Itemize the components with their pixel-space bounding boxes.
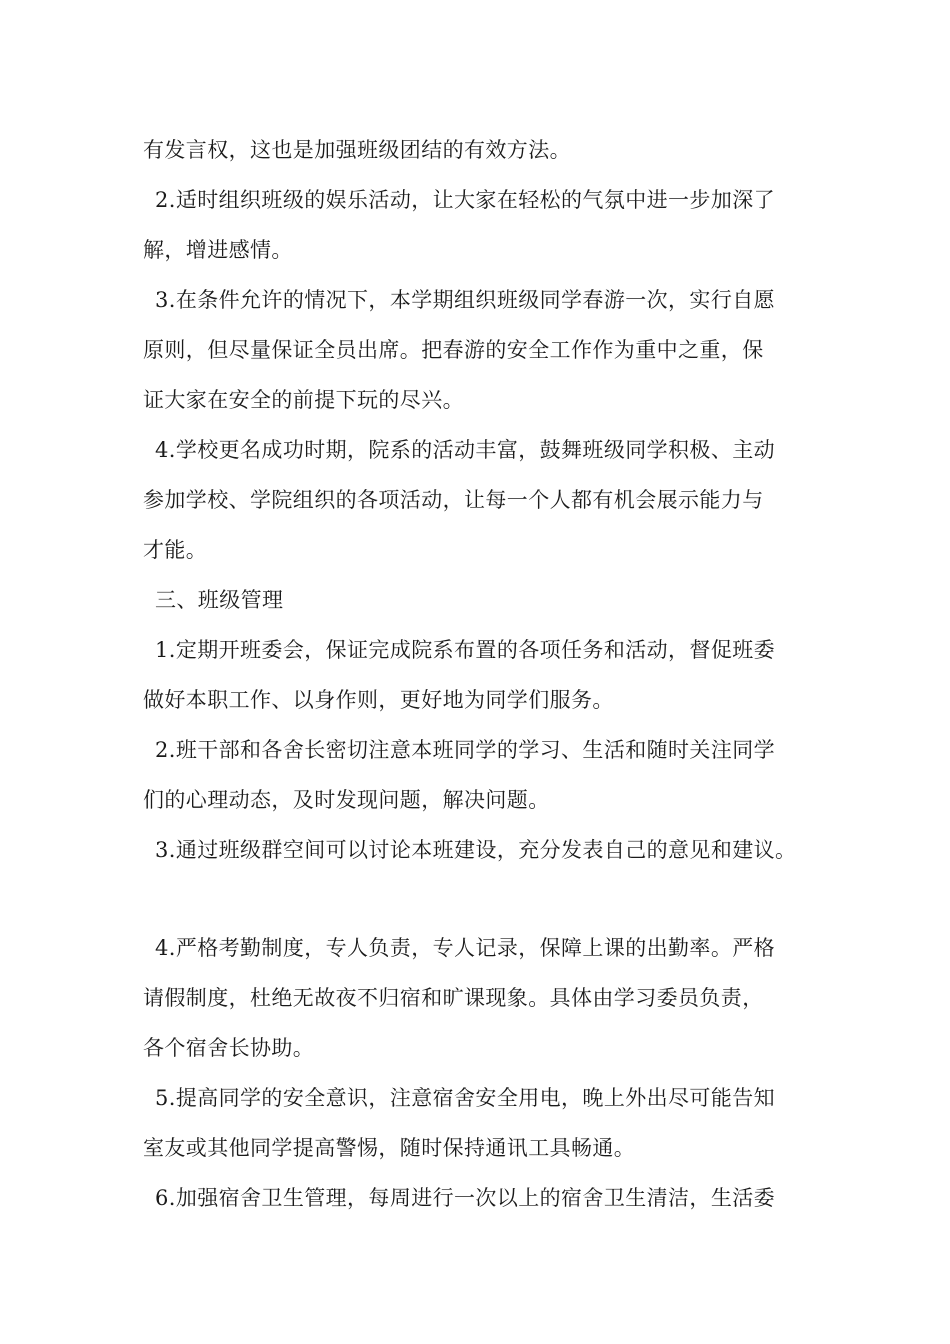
mgmt-item-5-line-2: 室友或其他同学提高警惕，随时保持通讯工具畅通。	[143, 1136, 636, 1160]
mgmt-item-2-line-1: 2.班干部和各舍长密切注意本班同学的学习、生活和随时关注同学	[155, 738, 776, 762]
section-heading: 三、班级管理	[155, 588, 284, 612]
paragraph-line: 有发言权，这也是加强班级团结的有效方法。	[143, 138, 571, 162]
mgmt-item-3-line-1: 3.通过班级群空间可以讨论本班建设，充分发表自己的意见和建议。	[155, 838, 797, 862]
list-item-2-line-2: 解，增进感情。	[143, 238, 293, 262]
list-item-4-line-3: 才能。	[143, 538, 208, 562]
list-item-3-line-2: 原则，但尽量保证全员出席。把春游的安全工作作为重中之重，保	[143, 338, 764, 362]
mgmt-item-1-line-1: 1.定期开班委会，保证完成院系布置的各项任务和活动，督促班委	[155, 638, 776, 662]
list-item-3-line-3: 证大家在安全的前提下玩的尽兴。	[143, 388, 464, 412]
list-item-4-line-1: 4.学校更名成功时期，院系的活动丰富，鼓舞班级同学积极、主动	[155, 438, 776, 462]
mgmt-item-2-line-2: 们的心理动态，及时发现问题，解决问题。	[143, 788, 550, 812]
list-item-4-line-2: 参加学校、学院组织的各项活动，让每一个人都有机会展示能力与	[143, 488, 764, 512]
mgmt-item-5-line-1: 5.提高同学的安全意识，注意宿舍安全用电，晚上外出尽可能告知	[155, 1086, 776, 1110]
mgmt-item-4-line-2: 请假制度，杜绝无故夜不归宿和旷课现象。具体由学习委员负责，	[143, 986, 764, 1010]
mgmt-item-4-line-1: 4.严格考勤制度，专人负责，专人记录，保障上课的出勤率。严格	[155, 936, 776, 960]
mgmt-item-1-line-2: 做好本职工作、以身作则，更好地为同学们服务。	[143, 688, 614, 712]
list-item-2-line-1: 2.适时组织班级的娱乐活动，让大家在轻松的气氛中进一步加深了	[155, 188, 776, 212]
mgmt-item-6-line-1: 6.加强宿舍卫生管理，每周进行一次以上的宿舍卫生清洁，生活委	[155, 1186, 776, 1210]
list-item-3-line-1: 3.在条件允许的情况下，本学期组织班级同学春游一次，实行自愿	[155, 288, 776, 312]
mgmt-item-4-line-3: 各个宿舍长协助。	[143, 1036, 315, 1060]
